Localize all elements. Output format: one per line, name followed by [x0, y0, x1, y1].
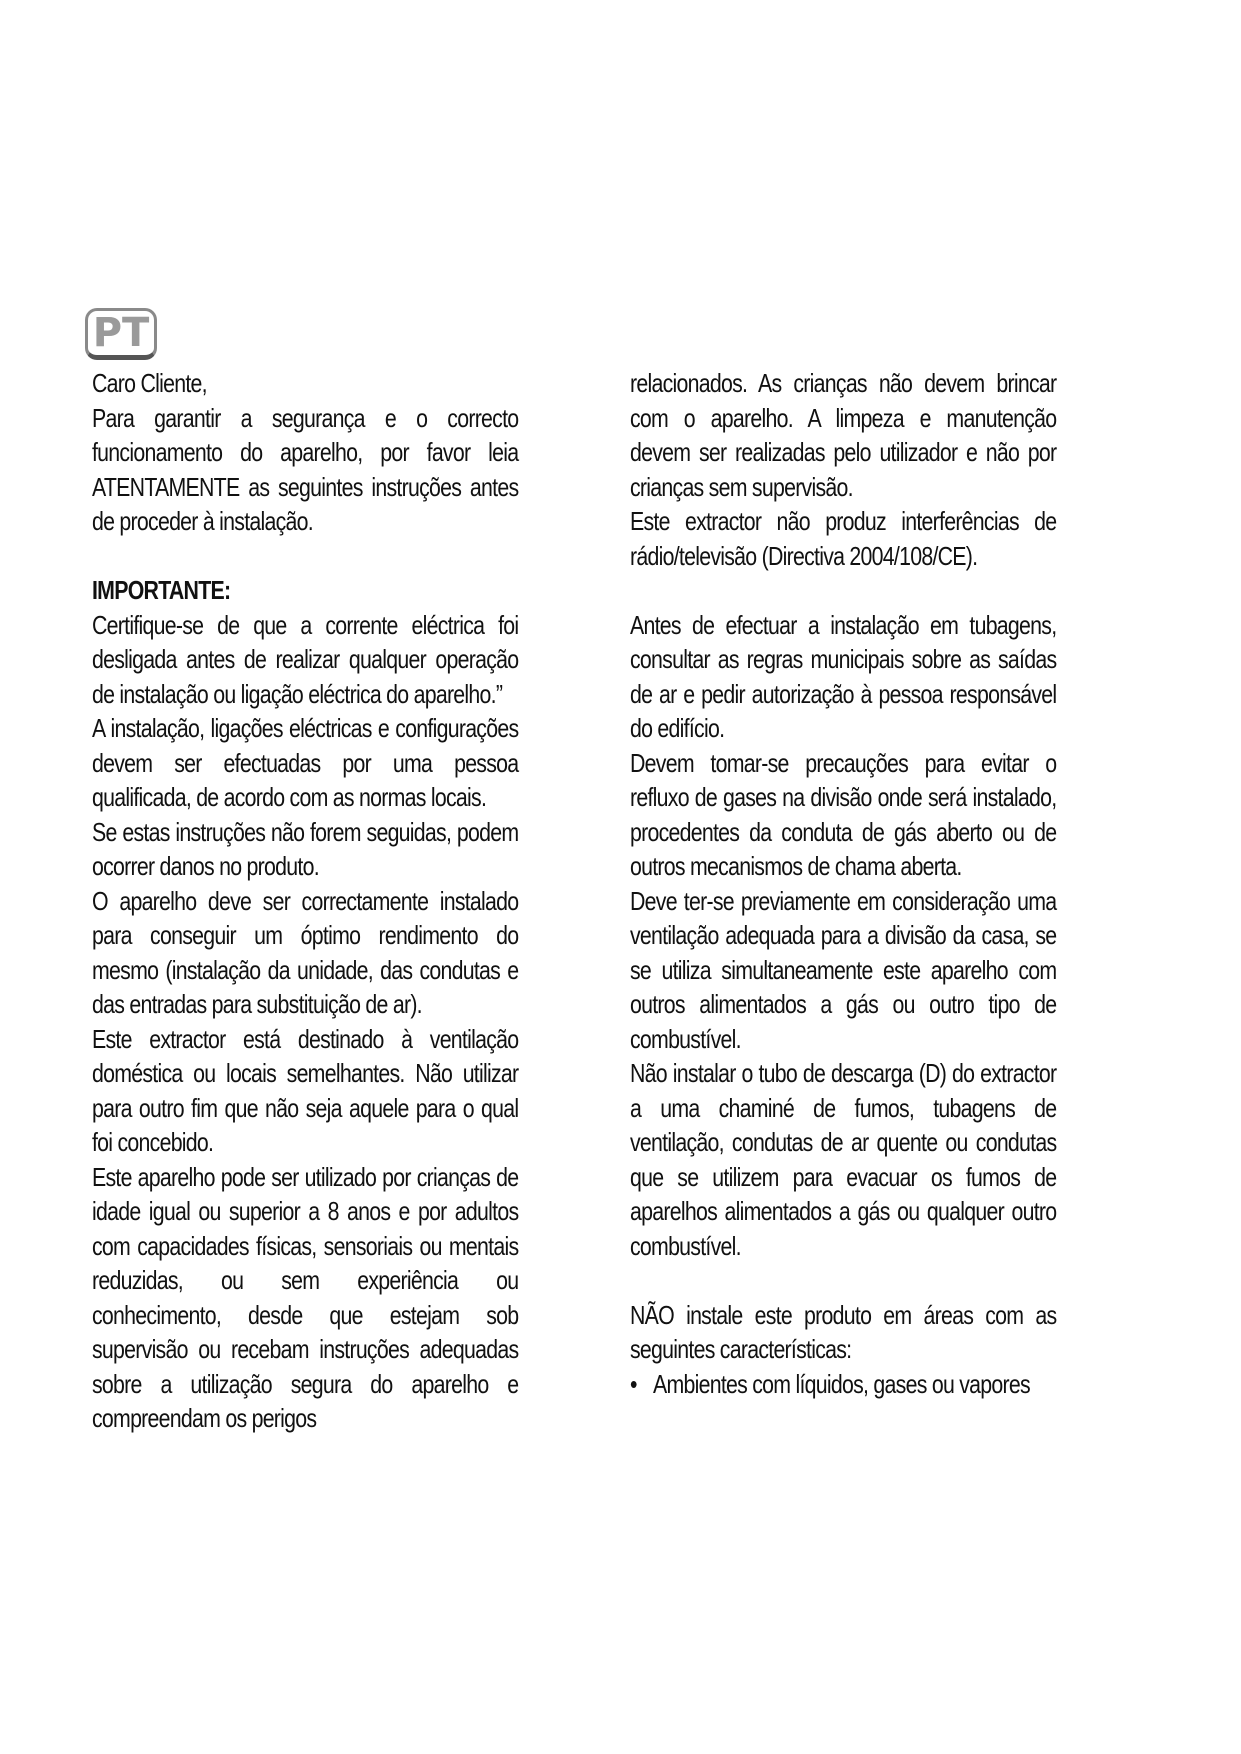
paragraph-qualified-person: A instalação, ligações eléctricas e configurações devem ser efectuadas por uma pessoa qualificada, de acordo com as normas locais. — [92, 713, 519, 812]
important-heading: IMPORTANTE: — [92, 575, 231, 605]
paragraph-children-continued: relacionados. As crianças não devem brincar com o aparelho. A limpeza e manutenção devem ser realizadas pelo utilizador e não por crianças sem supervisão. — [630, 368, 1057, 502]
paragraph-municipal-rules: Antes de efectuar a instalação em tubagens, consultar as regras municipais sobre as saídas de ar e pedir autorização à pessoa responsável do edifício. — [630, 609, 1057, 743]
language-badge — [85, 308, 157, 360]
paragraph-domestic-use: Este extractor está destinado à ventilação doméstica ou locais semelhantes. Não utilizar para outro fim que não seja aquele para o qual foi concebido. — [92, 1023, 519, 1157]
paragraph-correct-installation: O aparelho deve ser correctamente instalado para conseguir um óptimo rendimento do mesmo (instalação da unidade, das condutas e das entradas para substituição de ar). — [92, 885, 519, 1019]
paragraph-interference: Este extractor não produz interferências de rádio/televisão (Directiva 2004/108/CE). — [630, 506, 1057, 571]
language-code: PT — [92, 310, 150, 356]
right-column — [630, 366, 1056, 1401]
list-item — [630, 1367, 1056, 1402]
spacer — [630, 1263, 1056, 1298]
paragraph-gas-reflux: Devem tomar-se precauções para evitar o refluxo de gases na divisão onde será instalado, procedentes da conduta de gás aberto ou de outros mecanismos de chama aberta. — [630, 747, 1057, 881]
paragraph-damage-warning: Se estas instruções não forem seguidas, podem ocorrer danos no produto. — [92, 816, 519, 881]
paragraph-ventilation: Deve ter-se previamente em consideração uma ventilação adequada para a divisão da casa, se se utiliza simultaneamente este aparelho com outros alimentados a gás ou outro tipo de combustível. — [630, 885, 1057, 1054]
paragraph-discharge-tube: Não instalar o tubo de descarga (D) do extractor a uma chaminé de fumos, tubagens de ventilação, condutas de ar quente ou condutas que se utilizem para evacuar os fumos de aparelhos alimentados a gás ou qualquer outro combustível. — [630, 1058, 1057, 1261]
bullet-icon: • — [630, 1368, 637, 1399]
paragraph-children-use: Este aparelho pode ser utilizado por crianças de idade igual ou superior a 8 anos e por adultos com capacidades físicas, sensoriais ou mentais reduzidas, ou sem experiência ou conhecimento, desde que estejam sob supervisão ou recebam instruções adequadas sobre a utilização segura do aparelho e compreendam os perigos — [92, 1161, 519, 1433]
intro-paragraph: Para garantir a segurança e o correcto funcionamento do aparelho, por favor leia ATENTAMENTE as seguintes instruções antes de proceder à instalação. — [92, 402, 519, 536]
paragraph-power-off: Certifique-se de que a corrente eléctrica foi desligada antes de realizar qualquer operação de instalação ou ligação eléctrica do aparelho.” — [92, 609, 519, 709]
greeting: Caro Cliente, — [92, 368, 207, 398]
list-item-text: Ambientes com líquidos, gases ou vapores — [652, 1368, 1030, 1399]
spacer — [630, 573, 1056, 608]
spacer — [92, 539, 518, 574]
left-column — [92, 366, 518, 1436]
paragraph-do-not-install: NÃO instale este produto em áreas com as seguintes características: — [630, 1299, 1057, 1364]
